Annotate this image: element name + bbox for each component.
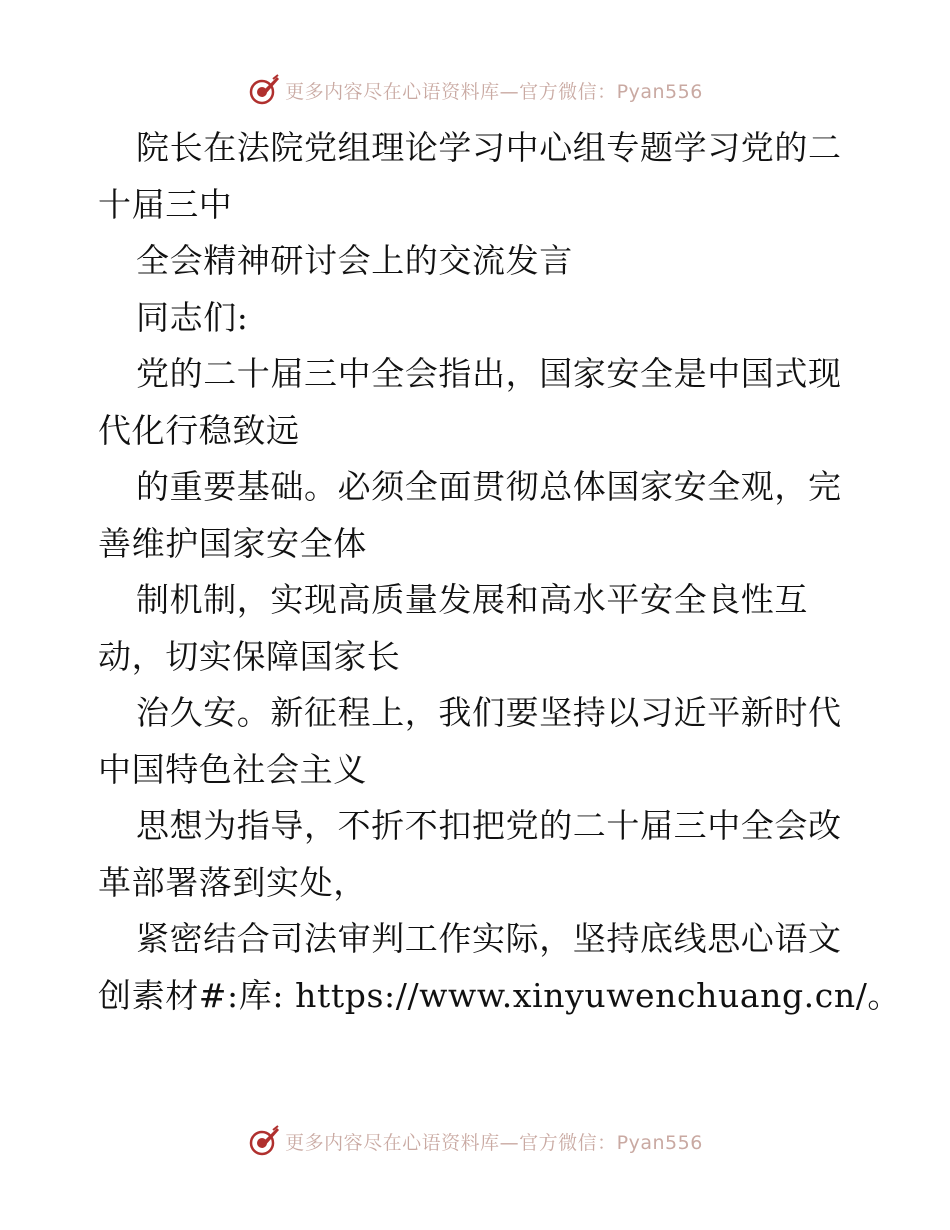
paragraph-line: 革部署落到实处， (98, 862, 367, 902)
paragraph-line: 中国特色社会主义 (98, 749, 367, 789)
paragraph-line: 党的二十届三中全会指出，国家安全是中国式现 (136, 354, 842, 393)
paragraph-line: 思想为指导，不折不扣把党的二十届三中全会改 (136, 806, 842, 845)
paragraph-line: 制机制，实现高质量发展和高水平安全良性互 (136, 580, 808, 619)
paragraph-line: 善维护国家安全体 (98, 523, 367, 563)
paragraph-line: 紧密结合司法审判工作实际，坚持底线思心语文 (136, 919, 842, 958)
document-body (98, 120, 902, 1024)
title-line-1: 院长在法院党组理论学习中心组专题学习党的二 (136, 128, 842, 167)
header-banner (0, 70, 950, 110)
paragraph-line-with-url: 创素材#:库: https://www.xinyuwenchuang.cn/。 (98, 975, 902, 1015)
paragraph-line: 的重要基础。必须全面贯彻总体国家安全观，完 (136, 467, 842, 506)
footer-banner-text: 更多内容尽在心语资料库—官方微信：Pyan556 (285, 1131, 703, 1154)
footer-banner (0, 1121, 950, 1161)
paragraph-line: 治久安。新征程上，我们要坚持以习近平新时代 (136, 693, 842, 732)
title-line-3: 全会精神研讨会上的交流发言 (136, 241, 573, 280)
title-line-2: 十届三中 (98, 184, 233, 224)
header-banner-text: 更多内容尽在心语资料库—官方微信：Pyan556 (285, 80, 703, 103)
quill-logo-icon (247, 1124, 281, 1158)
salutation: 同志们: (136, 297, 249, 337)
quill-logo-icon (247, 73, 281, 107)
paragraph-line: 代化行稳致远 (98, 410, 300, 450)
paragraph-line: 动，切实保障国家长 (98, 636, 401, 676)
